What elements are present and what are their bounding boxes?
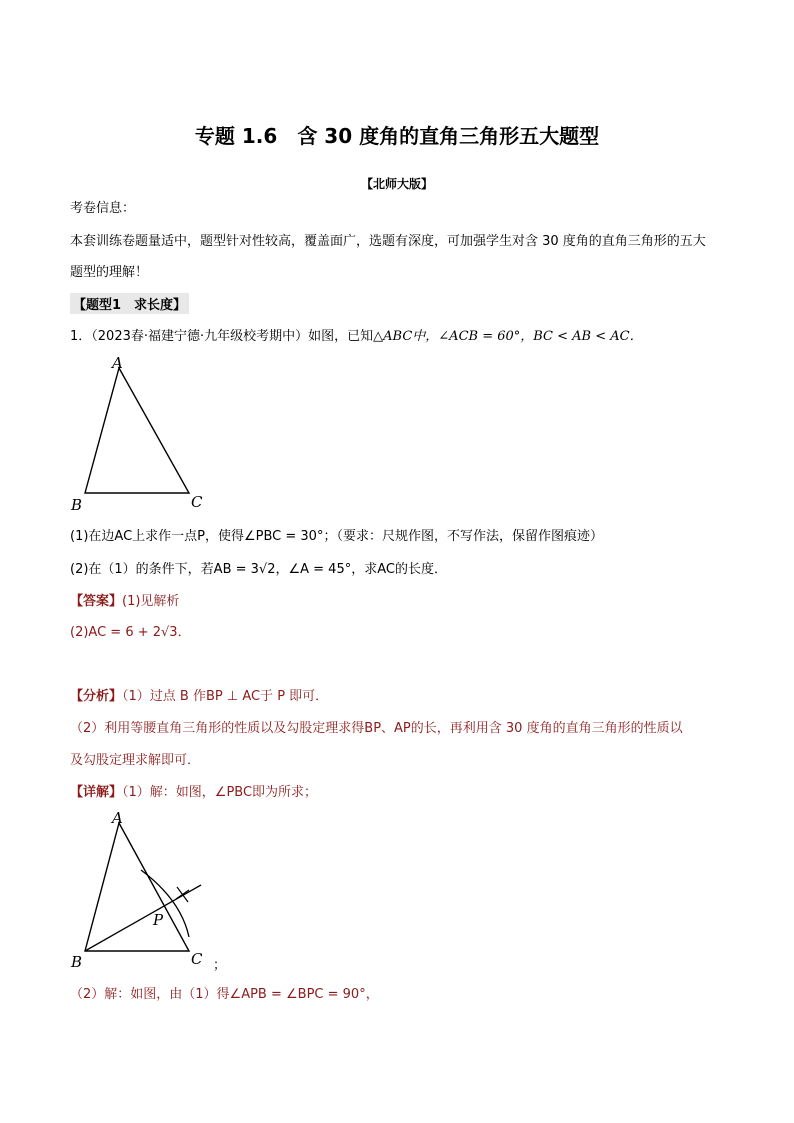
figure-semicolon: ； <box>213 958 227 973</box>
page-title: 专题 1.6 含 30 度角的直角三角形五大题型 <box>194 124 600 148</box>
detail-line-1 <box>70 784 317 802</box>
answer-part-1: (1)见解析 <box>122 594 180 609</box>
problem-number: 1． <box>70 329 92 344</box>
vertex-label-c: C <box>191 493 203 511</box>
detail-label: 【详解】 <box>70 785 123 800</box>
detail-line-2: （2）解：如图，由（1）得∠APB = ∠BPC = 90°， <box>70 987 379 1002</box>
edition-label: 【北师大版】 <box>360 177 433 191</box>
vertex-label-b: B <box>71 496 83 514</box>
point-label-p: P <box>153 911 164 929</box>
triangle-figure-2 <box>65 805 225 975</box>
description-line-1: 本套训练卷题量适中，题型针对性较高，覆盖面广，选题有深度，可加强学生对含 30 度角的直角三角形的五大 <box>70 234 706 249</box>
triangle-abc <box>85 368 189 493</box>
vertex-label-b-2: B <box>71 953 83 971</box>
problem-1 <box>70 328 643 346</box>
info-label: 考卷信息： <box>70 201 136 216</box>
answer-line-1 <box>70 593 179 611</box>
triangle-figure-1 <box>65 350 215 515</box>
problem-part-1: (1)在边AC上求作一点P，使得∠PBC = 30°；（要求：尺规作图，不写作法，保留作图痕迹） <box>70 529 603 544</box>
analysis-label: 【分析】 <box>70 689 123 704</box>
answer-label: 【答案】 <box>70 594 123 609</box>
answer-part-2: (2)AC = 6 + 2√3． <box>70 625 191 640</box>
triangle-abc-2 <box>85 823 189 951</box>
analysis-line-1 <box>70 688 328 706</box>
problem-stem-math: △ABC中，∠ACB = 60°，BC < AB < AC． <box>373 329 643 344</box>
analysis-text-1: （1）过点 B 作BP ⊥ AC于 P 即可． <box>122 689 329 704</box>
section-header: 【题型1 求长度】 <box>70 293 189 314</box>
cross-mark-2 <box>176 890 189 899</box>
vertex-label-a: A <box>112 354 123 372</box>
problem-part-2: (2)在（1）的条件下，若AB = 3√2，∠A = 45°，求AC的长度． <box>70 562 447 577</box>
detail-text-1: （1）解：如图，∠PBC即为所求； <box>122 785 318 800</box>
vertex-label-a-2: A <box>112 809 123 827</box>
vertex-label-c-2: C <box>191 950 203 968</box>
analysis-line-3: 及勾股定理求解即可． <box>70 753 201 768</box>
problem-stem-text: 如图，已知 <box>308 329 374 344</box>
problem-source: （2023春·福建宁德·九年级校考期中） <box>91 329 309 344</box>
description-line-2: 题型的理解！ <box>70 265 149 280</box>
construction-arc <box>141 870 189 937</box>
analysis-line-2: （2）利用等腰直角三角形的性质以及勾股定理求得BP、AP的长，再利用含 30 度角的直角三角形的性质以 <box>70 721 683 736</box>
